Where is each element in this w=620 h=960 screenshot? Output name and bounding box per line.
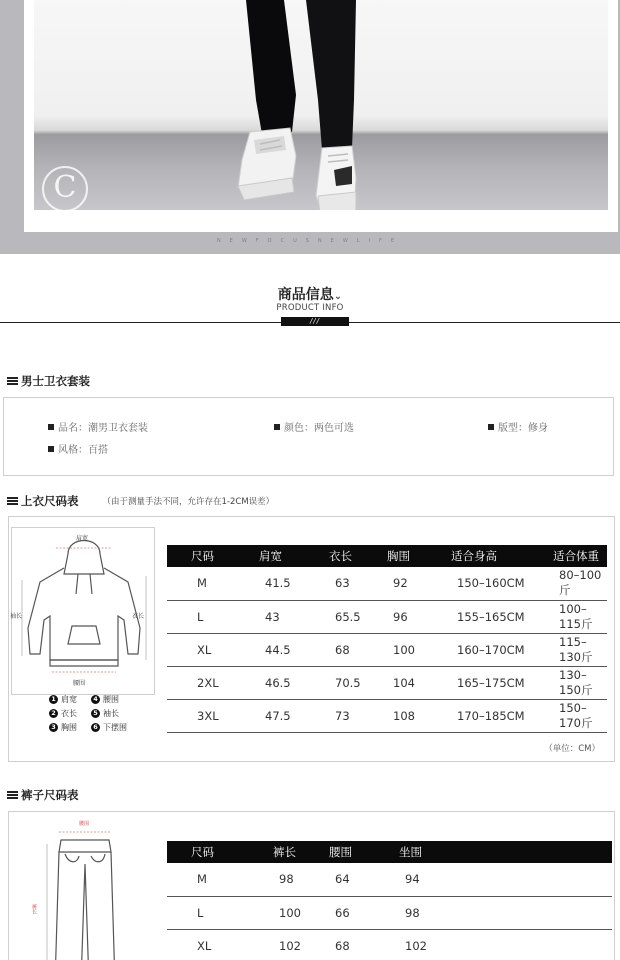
table-cell: 41.5 bbox=[237, 567, 307, 600]
bullet-square-icon bbox=[274, 424, 280, 430]
column-header: 尺码 bbox=[167, 545, 237, 567]
pants-size-heading bbox=[7, 787, 79, 803]
table-cell: 44.5 bbox=[237, 633, 307, 666]
table-row bbox=[167, 633, 607, 666]
table-cell: 96 bbox=[367, 600, 427, 633]
table-cell: 100 bbox=[247, 896, 313, 929]
table-cell: 102 bbox=[383, 929, 612, 960]
attribute-fit: 版型： 修身 bbox=[488, 419, 548, 434]
pants-size-title: 裤子尺码表 bbox=[21, 788, 79, 802]
table-cell: 46.5 bbox=[237, 666, 307, 699]
table-cell: 160–170CM bbox=[427, 633, 527, 666]
unit-note: （单位：CM） bbox=[544, 744, 600, 754]
table-cell: 94 bbox=[383, 863, 612, 896]
table-header-row bbox=[167, 545, 607, 567]
pants-sketch-icon bbox=[39, 824, 131, 960]
table-header-row bbox=[167, 841, 612, 863]
diagram-label-pants-length: 裤长 bbox=[31, 904, 37, 914]
table-cell: 66 bbox=[313, 896, 383, 929]
legend-item: 6 下摆围 bbox=[91, 722, 133, 733]
table-cell: 155–165CM bbox=[427, 600, 527, 633]
table-row bbox=[167, 929, 612, 960]
table-cell: 2XL bbox=[167, 666, 237, 699]
table-row bbox=[167, 600, 607, 633]
table-cell: M bbox=[167, 863, 247, 896]
column-header: 肩宽 bbox=[237, 545, 307, 567]
legend-item: 3 胸围 bbox=[49, 722, 91, 733]
column-header: 坐围 bbox=[383, 841, 612, 863]
table-cell: M bbox=[167, 567, 237, 600]
column-header: 衣长 bbox=[307, 545, 367, 567]
list-icon bbox=[7, 497, 18, 505]
copyright-icon: C bbox=[42, 166, 88, 210]
table-cell: 98 bbox=[247, 863, 313, 896]
bullet-square-icon bbox=[488, 424, 494, 430]
pants-size-box bbox=[8, 811, 615, 960]
attribute-name: 品名： 潮男卫衣套装 bbox=[48, 419, 148, 434]
table-cell: 98 bbox=[383, 896, 612, 929]
table-cell: XL bbox=[167, 633, 237, 666]
legend-item: 4 腰围 bbox=[91, 694, 133, 705]
table-row bbox=[167, 666, 607, 699]
table-cell: 104 bbox=[367, 666, 427, 699]
table-cell: 92 bbox=[367, 567, 427, 600]
table-cell: 100–115斤 bbox=[527, 600, 607, 633]
table-row bbox=[167, 863, 612, 896]
product-photo bbox=[34, 0, 608, 210]
legend-item: 5 袖长 bbox=[91, 708, 133, 719]
table-cell: 68 bbox=[307, 633, 367, 666]
set-section-title: 男士卫衣套装 bbox=[21, 374, 90, 388]
table-cell: 150–170斤 bbox=[527, 699, 607, 732]
table-row bbox=[167, 896, 612, 929]
top-size-table bbox=[167, 545, 607, 733]
column-header: 尺码 bbox=[167, 841, 247, 863]
table-cell: 63 bbox=[307, 567, 367, 600]
top-size-box bbox=[8, 516, 615, 762]
column-header: 腰围 bbox=[313, 841, 383, 863]
column-header: 适合体重 bbox=[527, 545, 607, 567]
table-cell: 65.5 bbox=[307, 600, 367, 633]
heading-ornament: /// bbox=[281, 317, 349, 326]
table-row bbox=[167, 567, 607, 600]
attribute-color: 颜色： 两色可选 bbox=[274, 419, 354, 434]
product-info-heading bbox=[0, 284, 620, 304]
product-attributes-box bbox=[3, 397, 614, 476]
bullet-square-icon bbox=[48, 424, 54, 430]
diagram-label-waist: 腰围 bbox=[79, 821, 90, 827]
attribute-style: 风格： 百搭 bbox=[48, 441, 108, 456]
table-cell: 150–160CM bbox=[427, 567, 527, 600]
column-header: 胸围 bbox=[367, 545, 427, 567]
column-header: 裤长 bbox=[247, 841, 313, 863]
pants-diagram bbox=[31, 821, 131, 960]
table-cell: 70.5 bbox=[307, 666, 367, 699]
table-cell: 108 bbox=[367, 699, 427, 732]
table-cell: 100 bbox=[367, 633, 427, 666]
pants-size-table bbox=[167, 841, 612, 960]
table-cell: 73 bbox=[307, 699, 367, 732]
hero-banner bbox=[0, 0, 620, 254]
top-size-title: 上衣尺码表 bbox=[21, 494, 79, 508]
table-cell: 43 bbox=[237, 600, 307, 633]
list-icon bbox=[7, 791, 18, 799]
table-cell: 130–150斤 bbox=[527, 666, 607, 699]
diagram-label-length: 衣长 bbox=[132, 613, 145, 620]
hoodie-diagram bbox=[11, 527, 155, 695]
chevron-down-icon: ⌄ bbox=[333, 291, 343, 302]
measurement-note: （由于测量手法不同，允许存在1-2CM误差） bbox=[102, 497, 275, 507]
table-cell: XL bbox=[167, 929, 247, 960]
table-cell: 170–185CM bbox=[427, 699, 527, 732]
diagram-label-shoulder: 肩宽 bbox=[76, 535, 89, 542]
table-cell: 64 bbox=[313, 863, 383, 896]
list-icon bbox=[7, 377, 18, 385]
table-cell: L bbox=[167, 600, 237, 633]
table-cell: 3XL bbox=[167, 699, 237, 732]
model-legs-illustration bbox=[34, 0, 608, 210]
table-cell: 68 bbox=[313, 929, 383, 960]
set-section-heading bbox=[7, 373, 90, 389]
diagram-label-hem: 腰围 bbox=[73, 680, 86, 687]
table-cell: L bbox=[167, 896, 247, 929]
product-info-subtitle: PRODUCT INFO bbox=[276, 303, 344, 313]
table-cell: 115–130斤 bbox=[527, 633, 607, 666]
legend-item: 1 肩宽 bbox=[49, 694, 91, 705]
table-cell: 47.5 bbox=[237, 699, 307, 732]
legend-item: 2 衣长 bbox=[49, 708, 91, 719]
table-cell: 80–100斤 bbox=[527, 567, 607, 600]
top-size-heading bbox=[7, 493, 274, 509]
diagram-label-sleeve: 袖长 bbox=[10, 613, 23, 620]
measurement-legend bbox=[49, 694, 133, 736]
column-header: 适合身高 bbox=[427, 545, 527, 567]
bullet-square-icon bbox=[48, 446, 54, 452]
product-info-title: 商品信息⌄ bbox=[277, 287, 343, 303]
table-cell: 102 bbox=[247, 929, 313, 960]
table-cell: 165–175CM bbox=[427, 666, 527, 699]
table-row bbox=[167, 699, 607, 732]
hero-tagline: NEWFOCUSNEWLIFE bbox=[216, 238, 404, 244]
